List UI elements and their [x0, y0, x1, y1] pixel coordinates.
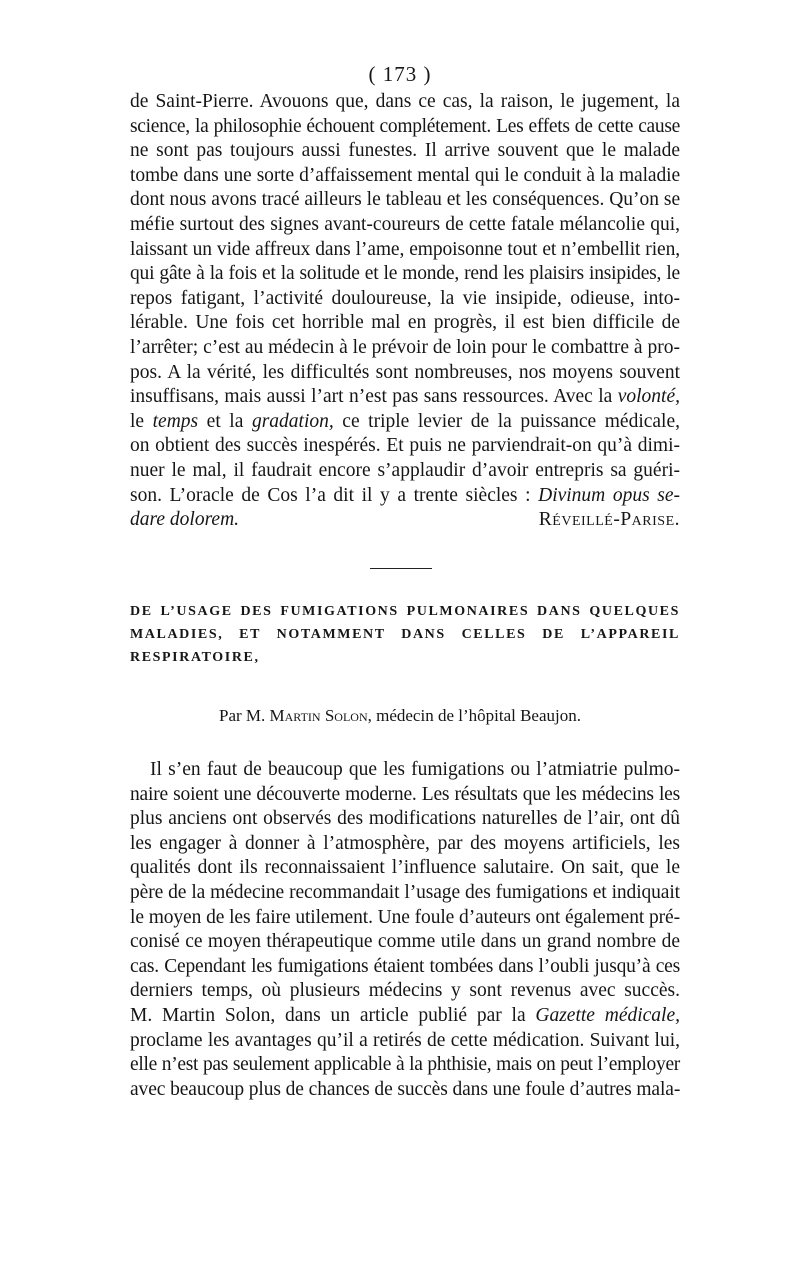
journal-title: Gazette médicale, — [535, 1004, 680, 1026]
text-line — [130, 484, 680, 509]
text-line: qualités dont ils reconnaissaient l’influence salutaire. On sait, que le — [130, 857, 680, 879]
text-line: le moyen de les faire utilement. Une foule d’auteurs ont également pré- — [130, 906, 680, 928]
italic-term: volonté, — [617, 386, 680, 408]
article-heading — [130, 600, 680, 669]
text-line: Il s’en faut de beaucoup que les fumigations ou l’atmiatrie pulmo- — [150, 759, 680, 780]
text-line: tombe dans une sorte d’affaissement mental qui le conduit à la maladie — [130, 164, 680, 186]
text-segment: son. L’oracle de Cos l’a dit il y a trente siècles : — [130, 484, 539, 506]
text-line — [130, 385, 680, 410]
text-line: cas. Cependant les fumigations étaient tombées dans l’oubli jusqu’à ces — [130, 955, 680, 977]
text-segment: ce triple levier de la puissance médicale, — [333, 410, 680, 432]
article-byline — [0, 706, 800, 726]
text-line: nuer le mal, il faudrait encore s’applaudir d’avoir entrepris sa guéri- — [130, 459, 680, 481]
text-line: conisé ce moyen thérapeutique comme utile dans un grand nombre de — [130, 931, 680, 953]
text-line: père de la médecine recommandait l’usage des fumigations et indiquait — [130, 881, 680, 903]
heading-line: MALADIES, ET NOTAMMENT DANS CELLES DE L’APPAREIL — [130, 627, 680, 642]
text-line: laissant un vide affreux dans l’ame, empoisonne tout et n’embellit rien, — [130, 238, 680, 260]
text-line — [130, 410, 680, 435]
text-line: derniers temps, où plusieurs médecins y sont revenus avec succès. — [130, 980, 680, 1002]
text-line: on obtient des succès inespérés. Et puis ne parviendrait-on qu’à dimi- — [130, 435, 680, 457]
text-line: qui gâte à la fois et la solitude et le monde, rend les plaisirs insipides, le — [130, 263, 680, 285]
author-signature: Réveillé-Parise. — [538, 509, 680, 531]
text-line: elle n’est pas seulement applicable à la phthisie, mais on peut l’employer — [130, 1054, 680, 1076]
text-line: méfie surtout des signes avant-coureurs de cette fatale mélancolie qui, — [130, 213, 680, 235]
byline-author-name: Martin Solon — [269, 706, 368, 725]
text-line: lérable. Une fois cet horrible mal en progrès, il est bien difficile de — [130, 312, 680, 334]
text-line: repos fatigant, l’activité douloureuse, la vie insipide, odieuse, into- — [130, 287, 680, 309]
text-segment: insuffisans, mais aussi l’art n’est pas sans ressources. Avec la — [130, 386, 618, 408]
latin-quote: Divinum opus se- — [538, 484, 681, 506]
heading-line: RESPIRATOIRE, — [130, 650, 260, 665]
text-line: plus anciens ont observés des modifications naturelles de l’air, ont dû — [130, 808, 680, 830]
article-reveille-parise-body — [130, 90, 680, 533]
text-line: ne sont pas toujours aussi funestes. Il arrive souvent que le malade — [130, 140, 680, 162]
article-fumigations-body — [130, 758, 680, 1102]
byline-prefix: Par M. — [218, 706, 270, 725]
text-line: dont nous avons tracé ailleurs le tableau et les conséquences. Qu’on se — [130, 189, 681, 211]
text-line: les engager à donner à l’atmosphère, par des moyens artificiels, les — [130, 832, 680, 854]
latin-quote-end: dare dolorem. — [130, 509, 240, 531]
text-segment: et la — [198, 410, 252, 432]
page-number: ( 173 ) — [368, 62, 432, 86]
heading-line: DE L’USAGE DES FUMIGATIONS PULMONAIRES DANS QUELQUES — [130, 604, 680, 619]
text-line: science, la philosophie échouent complétement. Les effets de cette cause — [130, 115, 680, 137]
text-line: avec beaucoup plus de chances de succès dans une foule d’autres mala- — [130, 1078, 681, 1100]
text-line: de Saint-Pierre. Avouons que, dans ce cas, la raison, le jugement, la — [130, 91, 680, 112]
byline-suffix: , médecin de l’hôpital Beaujon. — [367, 706, 581, 725]
text-line: proclame les avantages qu’il a retirés de cette médication. Suivant lui, — [130, 1029, 680, 1051]
text-line: pos. A la vérité, les difficultés sont nombreuses, nos moyens souvent — [130, 361, 680, 383]
text-line: naire soient une découverte moderne. Les résultats que les médecins les — [130, 783, 680, 805]
italic-term: gradation, — [251, 410, 334, 432]
closing-line — [130, 508, 680, 533]
text-line — [130, 1004, 680, 1029]
text-line: l’arrêter; c’est au médecin à le prévoir de loin pour le combattre à pro- — [130, 336, 680, 358]
text-segment: le — [130, 410, 153, 432]
text-segment: M. Martin Solon, dans un article publié par la — [130, 1004, 536, 1026]
italic-term: temps — [152, 410, 199, 432]
section-separator — [370, 568, 432, 569]
